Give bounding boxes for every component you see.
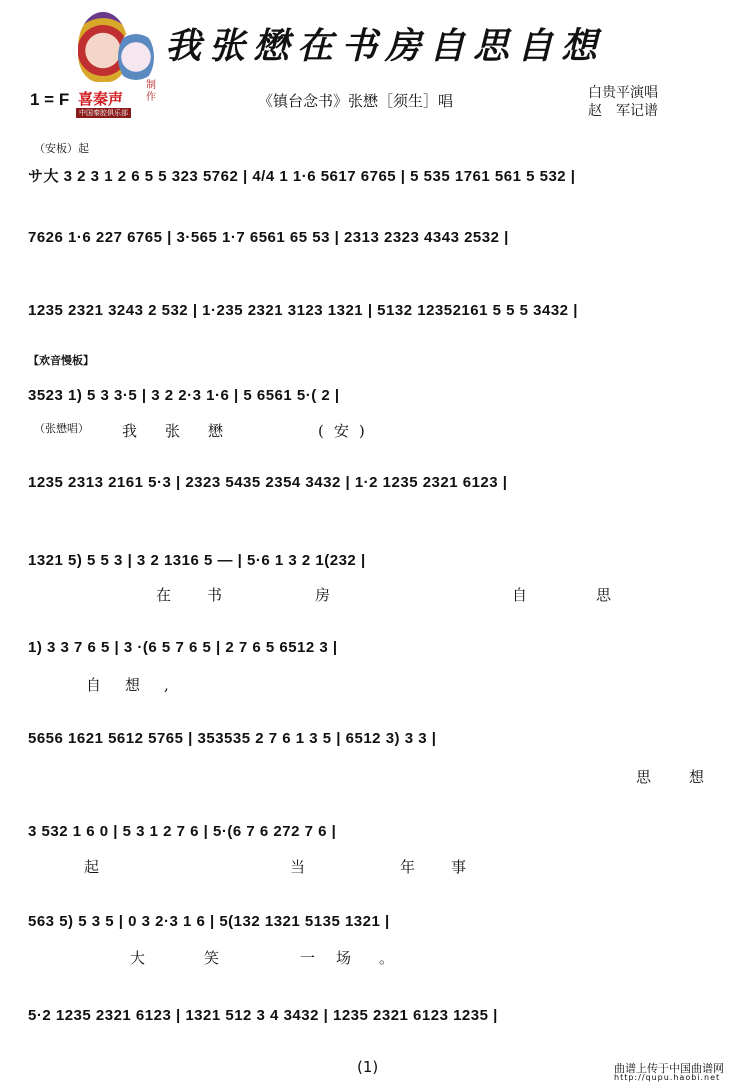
key-signature: 1 = F [30,90,70,109]
tempo-tag: （安板）起 [34,142,89,155]
lyric: 想 [689,768,733,786]
lyric: 房 [315,586,359,604]
transcriber-credit: 赵 军记谱 [588,103,658,119]
lyric: 一 [300,949,344,967]
lyric: 场。 [336,949,423,967]
lyric: 年事 [400,858,503,876]
score-row: 7626 1·6 227 6765 | 3·565 1·7 6561 65 53 | 2313 2323 4343 2532 | [28,229,509,246]
section-tag: 【欢音慢板】 [28,354,94,367]
watermark-url: http://qupu.haobi.net [614,1073,721,1082]
performer-credit: 白贵平演唱 [588,85,658,101]
singer-tag: （张懋唱） [34,422,89,435]
logo [70,8,162,120]
lyric: 在书 [156,586,259,604]
lyric: 起 [84,858,128,876]
lyric: 我张懋 [122,422,252,440]
lyric: 大 [130,949,174,967]
score-row: 1235 2321 3243 2 532 | 1·235 2321 3123 1321 | 5132 12352161 5 5 5 3432 | [28,302,578,319]
score-row: 5·2 1235 2321 6123 | 1321 512 3 4 3432 | 1235 2321 6123 1235 | [28,1007,498,1024]
score-row: 1) 3 3 7 6 5 | 3 ·(6 5 7 6 5 | 2 7 6 5 6512 3 | [28,639,338,656]
score-row: 1235 2313 2161 5·3 | 2323 5435 2354 3432 | 1·2 1235 2321 6123 | [28,474,508,491]
lyric: 当 [290,858,334,876]
opera-mask-icon [118,30,154,84]
lyric: 思 [636,768,680,786]
lyric: 自想, [86,676,193,694]
score-row: 1321 5) 5 5 3 | 3 2 1316 5 — | 5·6 1 3 2 1(232 | [28,552,366,569]
watermark: 曲谱上传于中国曲谱网 [614,1062,724,1075]
page-number: (1) [357,1058,379,1076]
lyric: 笑 [204,949,248,967]
score-row: 3 532 1 6 0 | 5 3 1 2 7 6 | 5·(6 7 6 272 7 6 | [28,823,337,840]
page-title: 我张懋在书房自思自想 [165,25,606,67]
logo-text: 喜秦声 [78,90,124,108]
lyric: 自 [512,586,556,604]
lyric: (安) [318,422,375,440]
score-row: 563 5) 5 3 5 | 0 3 2·3 1 6 | 5(132 1321 5135 1321 | [28,913,390,930]
logo-subtext: 中国秦腔俱乐部 [76,108,131,118]
logo-side-text: 制作 [146,80,156,103]
score-row: 3523 1) 5 3 3·5 | 3 2 2·3 1·6 | 5 6561 5·( 2 | [28,387,340,404]
score-row: サ大 3 2 3 1 2 6 5 5 323 5762 | 4/4 1 1·6 5617 6765 | 5 535 1761 561 5 532 | [28,168,576,185]
subtitle: 《镇台念书》张懋［须生］唱 [258,92,454,110]
lyric: 思 [596,586,640,604]
score-row: 5656 1621 5612 5765 | 353535 2 7 6 1 3 5 | 6512 3) 3 3 | [28,730,437,747]
